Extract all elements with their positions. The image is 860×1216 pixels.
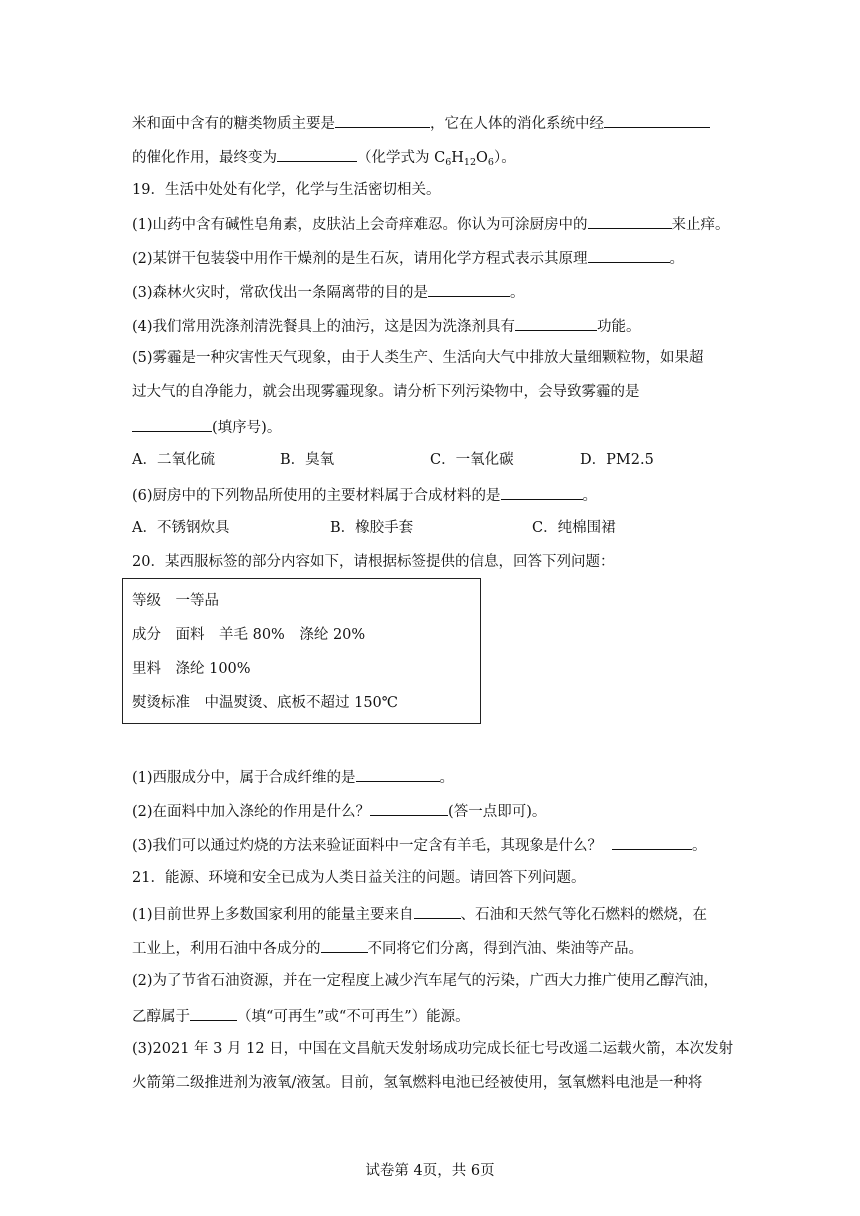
q20-stem: 20．某西服标签的部分内容如下，请根据标签提供的信息，回答下列问题： xyxy=(132,554,615,570)
answer-blank[interactable] xyxy=(190,1005,237,1021)
q19-6-option-c[interactable]: C．纯棉围裙 xyxy=(532,520,616,536)
answer-blank[interactable] xyxy=(501,484,583,500)
q19-5-option-a[interactable]: A．二氧化硫 xyxy=(132,452,215,468)
answer-blank[interactable] xyxy=(588,247,670,263)
q18-line-2: 的催化作用，最终变为 （化学式为 $C_6H_{12}O_6$）。 xyxy=(132,146,516,173)
q19-part-2: (2)某饼干包装袋中用作干燥剂的是生石灰，请用化学方程式表示其原理 。 xyxy=(132,247,684,269)
q20-part-2: (2)在面料中加入涤纶的作用是什么？ (答一点即可)。 xyxy=(132,800,546,822)
q19-part-5-line-3: (填序号)。 xyxy=(132,416,281,438)
answer-blank[interactable] xyxy=(335,112,430,128)
answer-blank[interactable] xyxy=(588,213,672,229)
q19-part-3: (3)森林火灾时，常砍伐出一条隔离带的目的是 。 xyxy=(132,281,525,303)
q19-6-option-b[interactable]: B．橡胶手套 xyxy=(330,520,414,536)
answer-blank[interactable] xyxy=(604,112,710,128)
answer-blank[interactable] xyxy=(428,281,510,297)
q19-5-option-b[interactable]: B．臭氧 xyxy=(280,452,335,468)
q18-line-1: 米和面中含有的糖类物质主要是 ，它在人体的消化系统中经 xyxy=(132,112,710,134)
q20-part-3: (3)我们可以通过灼烧的方法来验证面料中一定含有羊毛，其现象是什么？ 。 xyxy=(132,834,707,856)
label-lining: 里料 涤纶 100% xyxy=(132,661,251,677)
q21-part-3-line-1: (3)2021 年 3 月 12 日，中国在文昌航天发射场成功完成长征七号改遥二运载火箭，本次发射 xyxy=(132,1041,734,1057)
q19-part-4: (4)我们常用洗涤剂清洗餐具上的油污，这是因为洗涤剂具有 功能。 xyxy=(132,315,641,337)
q21-part-2-line-2: 乙醇属于 （填“可再生”或“不可再生”）能源。 xyxy=(132,1005,470,1027)
q21-part-2-line-1: (2)为了节省石油资源，并在一定程度上减少汽车尾气的污染，广西大力推广使用乙醇汽油， xyxy=(132,973,719,989)
answer-blank[interactable] xyxy=(370,800,448,816)
answer-blank[interactable] xyxy=(356,766,440,782)
label-composition: 成分 面料 羊毛 80% 涤纶 20% xyxy=(132,627,366,643)
page-footer: 试卷第 4页，共 6页 xyxy=(365,1163,495,1179)
q21-part-3-line-2: 火箭第二级推进剂为液氧/液氢。目前，氢氧燃料电池已经被使用，氢氧燃料电池是一种将 xyxy=(132,1075,703,1091)
q19-part-6: (6)厨房中的下列物品所使用的主要材料属于合成材料的是 。 xyxy=(132,484,597,506)
label-grade: 等级 一等品 xyxy=(132,593,219,609)
answer-blank[interactable] xyxy=(277,146,357,162)
answer-blank[interactable] xyxy=(612,834,692,850)
q21-part-1-line-1: (1)目前世界上多数国家利用的能量主要来自 、石油和天然气等化石燃料的燃烧，在 xyxy=(132,903,707,925)
answer-blank[interactable] xyxy=(515,315,597,331)
garment-label-box xyxy=(122,578,481,724)
q19-part-5-line-1: (5)雾霾是一种灾害性天气现象，由于人类生产、生活向大气中排放大量细颗粒物，如果超 xyxy=(132,350,704,366)
q19-stem: 19．生活中处处有化学，化学与生活密切相关。 xyxy=(132,182,441,198)
q19-5-option-c[interactable]: C．一氧化碳 xyxy=(430,452,514,468)
q21-part-1-line-2: 工业上，利用石油中各成分的 不同将它们分离，得到汽油、柴油等产品。 xyxy=(132,937,643,959)
q19-part-5-line-2: 过大气的自净能力，就会出现雾霾现象。请分析下列污染物中，会导致雾霾的是 xyxy=(132,384,640,400)
answer-blank[interactable] xyxy=(321,937,368,953)
answer-blank[interactable] xyxy=(414,903,461,919)
label-ironing: 熨烫标准 中温熨烫、底板不超过 150℃ xyxy=(132,695,399,711)
answer-blank[interactable] xyxy=(132,416,212,432)
q19-6-option-a[interactable]: A．不锈钢炊具 xyxy=(132,520,230,536)
q20-part-1: (1)西服成分中，属于合成纤维的是 。 xyxy=(132,766,454,788)
q19-5-option-d[interactable]: D．PM2.5 xyxy=(580,452,654,468)
q21-stem: 21．能源、环境和安全已成为人类日益关注的问题。请回答下列问题。 xyxy=(132,870,586,886)
q19-part-1: (1)山药中含有碱性皂角素，皮肤沾上会奇痒难忍。你认为可涂厨房中的 来止痒。 xyxy=(132,213,730,235)
